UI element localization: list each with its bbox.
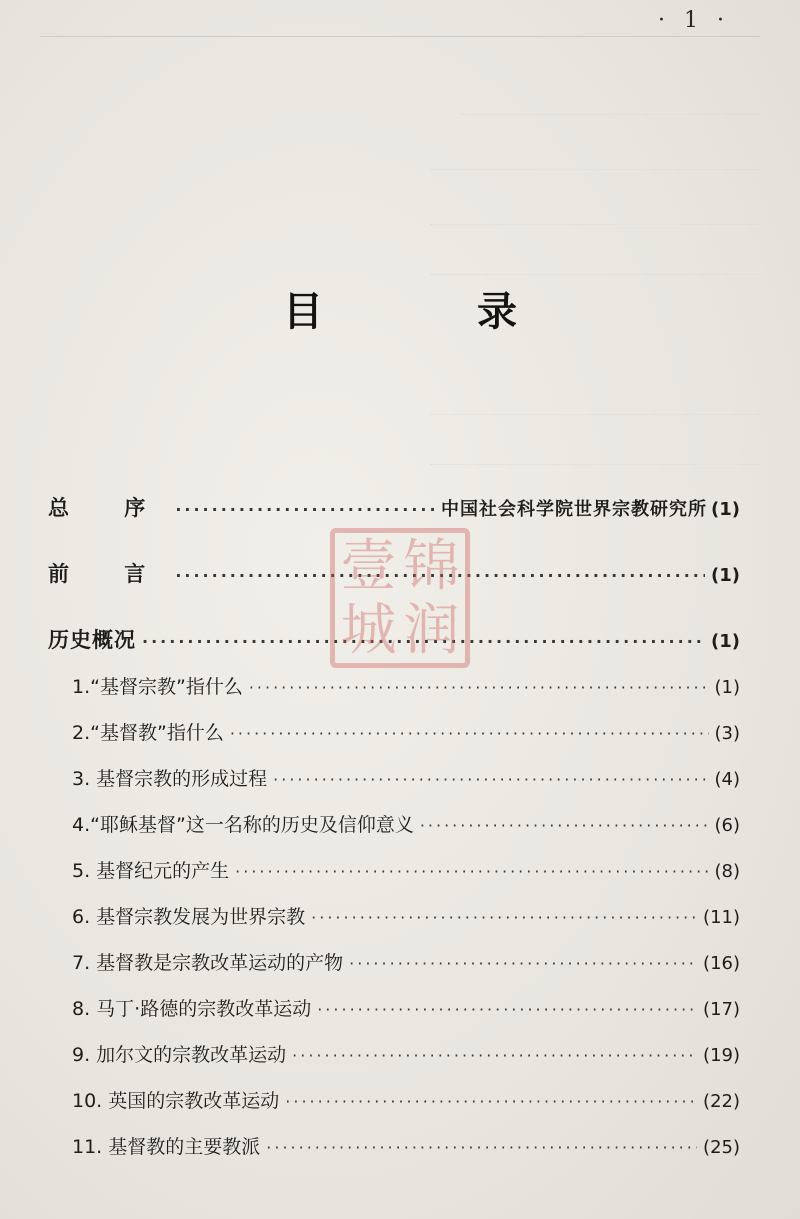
page-number: · 1 · (658, 8, 730, 33)
toc-entry-page: (1) (711, 499, 740, 520)
leader-dots (349, 954, 697, 973)
toc-entry-general-preface (48, 492, 740, 532)
toc-entry-page: (17) (703, 999, 740, 1020)
toc-entry-subsection (48, 764, 740, 810)
toc-entry-page: (4) (714, 769, 740, 790)
leader-dots (292, 1046, 697, 1065)
leader-dots (230, 724, 709, 743)
toc-entry-page: (1) (714, 677, 740, 698)
toc-entry-label: 历史概况 (48, 628, 136, 652)
leader-dots (420, 816, 709, 835)
toc-entry-label: 9. 加尔文的宗教改革运动 (72, 1044, 287, 1066)
toc-entry-label: 3. 基督宗教的形成过程 (72, 768, 268, 790)
watermark-char: 壹 (340, 534, 397, 599)
toc-entry-author: 中国社会科学院世界宗教研究所 (441, 499, 708, 520)
toc-entry-page: (1) (711, 631, 740, 652)
toc-entry-page: (3) (714, 723, 740, 744)
toc-entry-label: 8. 马丁·路德的宗教改革运动 (72, 998, 312, 1020)
leader-dots (249, 678, 709, 697)
show-through-line (430, 155, 760, 170)
toc-entry-label: 前 言 (48, 562, 170, 586)
header-rule (40, 36, 760, 37)
toc-entry-subsection (48, 856, 740, 902)
toc-entry-page: (8) (714, 861, 740, 882)
watermark-stamp (330, 528, 470, 668)
show-through-line (460, 100, 760, 115)
toc-entry-label: 10. 英国的宗教改革运动 (72, 1090, 280, 1112)
toc-entry-page: (22) (703, 1091, 740, 1112)
toc-entry-page: (6) (714, 815, 740, 836)
toc-entry-page: (1) (711, 565, 740, 586)
toc-entry-subsection (48, 994, 740, 1040)
show-through-line (430, 210, 760, 225)
leader-dots (235, 862, 708, 881)
watermark-char: 锦 (403, 534, 460, 599)
page-title: 目 录 (283, 289, 587, 335)
leader-dots (175, 500, 435, 519)
watermark-char: 城 (340, 598, 397, 663)
leader-dots (266, 1138, 697, 1157)
toc-entry-subsection (48, 810, 740, 856)
toc-entry-subsection (48, 718, 740, 764)
toc-entry-label: 4.“耶稣基督”这一名称的历史及信仰意义 (72, 814, 414, 836)
toc-entry-subsection (48, 948, 740, 994)
toc-entry-page: (16) (703, 953, 740, 974)
show-through-line (430, 450, 760, 465)
leader-dots (317, 1000, 697, 1019)
watermark-char: 润 (403, 598, 460, 663)
toc-entry-page: (19) (703, 1045, 740, 1066)
toc-entry-label: 7. 基督教是宗教改革运动的产物 (72, 952, 344, 974)
toc-entry-subsection (48, 1086, 740, 1132)
toc-entry-label: 2.“基督教”指什么 (72, 722, 224, 744)
toc-entry-label: 总 序 (48, 496, 170, 520)
toc-entry-label: 11. 基督教的主要教派 (72, 1136, 261, 1158)
show-through-line (430, 260, 760, 275)
toc-entry-subsection (48, 1132, 740, 1178)
toc-entry-label: 5. 基督纪元的产生 (72, 860, 230, 882)
leader-dots (285, 1092, 697, 1111)
toc-entry-label: 6. 基督宗教发展为世界宗教 (72, 906, 306, 928)
toc-entry-page: (25) (703, 1137, 740, 1158)
toc-entry-subsection (48, 1040, 740, 1086)
leader-dots (273, 770, 708, 789)
show-through-line (430, 400, 760, 415)
toc-entry-subsection (48, 672, 740, 718)
toc-entry-subsection (48, 902, 740, 948)
toc-entry-page: (11) (703, 907, 740, 928)
leader-dots (311, 908, 697, 927)
toc-entry-label: 1.“基督宗教”指什么 (72, 676, 243, 698)
